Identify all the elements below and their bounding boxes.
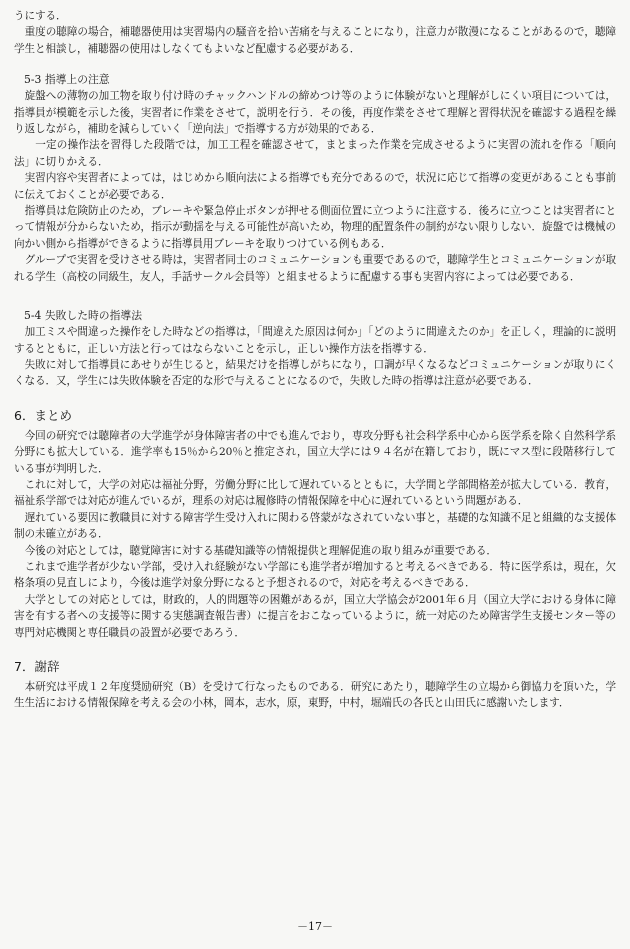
page-number: －17－: [297, 920, 333, 933]
paragraph: 今後の対応としては，聴覚障害に対する基礎知識等の情報提供と理解促進の取り組みが重要である．: [24, 544, 497, 557]
paragraph: 旋盤への薄物の加工物を取り付け時のチャックハンドルの締めつけ等のように体験がないと理解がしにくい項目については，指導員が模範を示した後，実習者に作業をさせて，説明を行う．その後，再度作業をさせて理解と習得状況を確認する過程を繰り返しながら，補助を減らしていく「逆向法」で指導する方が効果的である．: [14, 90, 616, 136]
section-heading: 5-4 失敗した時の指導法: [24, 309, 142, 323]
paragraph: これまで進学者が少ない学部，受け入れ経験がない学部にも進学者が増加すると考えるべきである．特に医学系は，現在，欠格条項の見直しにより，今後は進学対象分野になると予想されるので，対応を考えるべきである．: [14, 560, 616, 590]
paragraph: 今回の研究では聴障者の大学進学が身体障害者の中でも進んでおり，専攻分野も社会科学系中心から医学系を除く自然科学系分野にも拡大している．進学率も15％から20％と推定され，国立大学には９４名が在籍しており，既にマス型に段階移行している事が判明した．: [14, 429, 616, 475]
section-heading: 7．謝辞: [14, 659, 60, 674]
paragraph: 重度の聴障の場合，補聴器使用は実習場内の騒音を拾い苦痛を与えることになり，注意力が散漫になることがあるので，聴障学生と相談し，補聴器の使用はしなくてもよいなど配慮する必要がある．: [14, 26, 616, 55]
paragraph: グループで実習を受けさせる時は，実習者同士のコミュニケーションも重要であるので，聴障学生とコミュニケーションが取れる学生（高校の同級生，友人，手話サークル会員等）と組ませるように配慮する事も実習内容によっては必要である．: [14, 254, 616, 283]
paragraph: 遅れている要因に教職員に対する障害学生受け入れに関わる啓蒙がなされていない事と，基礎的な知識不足と組織的な支援体制の未確立がある．: [14, 511, 616, 541]
section-heading: 5-3 指導上の注意: [24, 73, 110, 87]
continued-text: [14, 8, 616, 57]
section-5-4: [14, 307, 616, 390]
paragraph: 指導員は危険防止のため，ブレーキや緊急停止ボタンが押せる側面位置に立つように注意する．後ろに立つことは実習者にとって情報が分からないため，指示が動揺を与える可能性が高いため，物理的配置条件の制約がない限りしない．旋盤では機械の向かい側から指導ができるように指導員用ブレーキを取りつけている例もある．: [14, 205, 616, 250]
paragraph: 本研究は平成１２年度奨励研究（B）を受けて行なったものである．研究にあたり，聴障学生の立場から御協力を頂いた，学生生活における情報保障を考える会の小林，岡本，志水，原，東野，中村，堀端氏の各氏と山田氏に感謝いたします．: [14, 681, 616, 710]
paragraph: 加工ミスや間違った操作をした時などの指導は，「間違えた原因は何か」「どのように間違えたのか」を正しく，理論的に説明するとともに，正しい方法と行ってはならないことを示し，正しい操作方法を指導する．: [14, 326, 616, 355]
section-heading: 6．まとめ: [14, 407, 72, 423]
paragraph: 一定の操作法を習得した段階では，加工工程を確認させて，まとまった作業を完成させるように実習の流れを作る「順向法」に切りかえる．: [14, 139, 616, 168]
section-5-3: [14, 71, 616, 285]
paragraph: うにする．: [14, 10, 67, 22]
paragraph: 実習内容や実習者によっては，はじめから順向法による指導でも充分であるので，状況に応じて指導の変更があることも事前に伝えておくことが必要である．: [14, 172, 616, 201]
paragraph: 失敗に対して指導員にあせりが生じると，結果だけを指導しがちになり，口調が早くなるなどコミュニケーションが取りにくくなる．又，学生には失敗体験を否定的な形で与えることになるので，失敗した時の指導は注意が必要である．: [14, 358, 616, 388]
section-6: [14, 406, 616, 641]
paragraph: これに対して，大学の対応は福祉分野，労働分野に比して遅れているとともに，大学間と学部間格差が拡大している．教育，福祉系学部では対応が進んでいるが，理系の対応は履修時の情報保障を中心に遅れているという問題がある．: [14, 478, 616, 508]
paragraph: 大学としての対応としては，財政的，人的問題等の困難があるが，国立大学協会が2001年６月（国立大学における身体に障害を有する者への支援等に関する実態調査報告書）に提言をおこなっているように，統一対応のため障害学生支援センター等の専門対応機関と専任職員の設置が必要であろう．: [14, 593, 616, 639]
section-7: [14, 657, 616, 712]
